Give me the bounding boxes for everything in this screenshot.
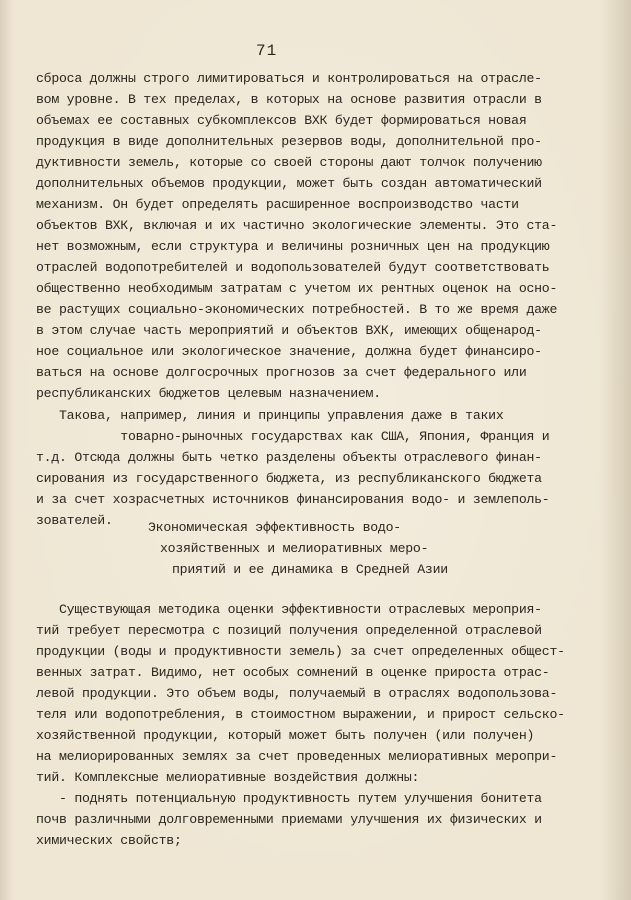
text-line: дополнительных объемов продукции, может быть создан автоматический (36, 176, 542, 191)
text-line: объектов ВХК, включая и их частично экологические элементы. Это ста- (36, 218, 558, 233)
text-line: продукция в виде дополнительных резервов воды, дополнительной про- (36, 134, 542, 149)
text-line: сирования из государственного бюджета, из республиканского бюджета (36, 471, 542, 486)
text-line: и за счет хозрасчетных источников финансирования водо- и землеполь- (36, 492, 550, 507)
section-heading-line: приятий и ее динамика в Средней Азии (172, 562, 448, 577)
text-line: зователей. (36, 513, 113, 528)
text-line: нет возможным, если структура и величины розничных цен на продукцию (36, 239, 550, 254)
text-line: республиканских бюджетов целевым назначением. (36, 386, 381, 401)
text-line: в этом случае часть мероприятий и объектов ВХК, имеющих общенарод- (36, 323, 542, 338)
text-line: - поднять потенциальную продуктивность путем улучшения бонитета (36, 791, 542, 806)
text-line: товарно-рыночных государствах как США, Япония, Франция и (36, 429, 550, 444)
text-line: объемах ее составных субкомплексов ВХК будет формироваться новая (36, 113, 527, 128)
page-number: 71 (256, 42, 278, 60)
text-line: тий требует пересмотра с позиций получения определенной отраслевой (36, 623, 542, 638)
text-line: Такова, например, линия и принципы управления даже в таких (36, 408, 504, 423)
text-line: левой продукции. Это объем воды, получаемый в отраслях водопользова- (36, 686, 558, 701)
text-line: механизм. Он будет определять расширенное воспроизводство части (36, 197, 519, 212)
text-line: теля или водопотребления, в стоимостном выражении, и прирост сельско- (36, 707, 565, 722)
text-line: сброса должны строго лимитироваться и контролироваться на отрасле- (36, 71, 542, 86)
text-line: общественно необходимым затратам с учетом их рентных оценок на осно- (36, 281, 558, 296)
section-heading-line: хозяйственных и мелиоративных меро- (160, 541, 429, 556)
text-line: химических свойств; (36, 833, 182, 848)
text-line: ваться на основе долгосрочных прогнозов за счет федерального или (36, 365, 527, 380)
text-line: тий. Комплексные мелиоративные воздействия должны: (36, 770, 420, 785)
text-line: почв различными долговременными приемами улучшения их физических и (36, 812, 542, 827)
text-line: продукции (воды и продуктивности земель) за счет определенных общест- (36, 644, 565, 659)
text-line: дуктивности земель, которые со своей стороны дают толчок получению (36, 155, 542, 170)
text-line: т.д. Отсюда должны быть четко разделены объекты отраслевого финан- (36, 450, 542, 465)
text-line: хозяйственной продукции, который может быть получен (или получен) (36, 728, 535, 743)
text-line: ное социальное или экологическое значение, должна будет финансиро- (36, 344, 542, 359)
text-line: на мелиорированных землях за счет проведенных мелиоративных меропри- (36, 749, 558, 764)
text-line: венных затрат. Видимо, нет особых сомнений в оценке прироста отрас- (36, 665, 550, 680)
text-line: вом уровне. В тех пределах, в которых на основе развития отрасли в (36, 92, 542, 107)
text-line: отраслей водопотребителей и водопользователей будут соответствовать (36, 260, 550, 275)
text-line: Существующая методика оценки эффективности отраслевых мероприя- (36, 602, 542, 617)
text-line: ве растущих социально-экономических потребностей. В то же время даже (36, 302, 558, 317)
section-heading-line: Экономическая эффективность водо- (148, 520, 401, 535)
